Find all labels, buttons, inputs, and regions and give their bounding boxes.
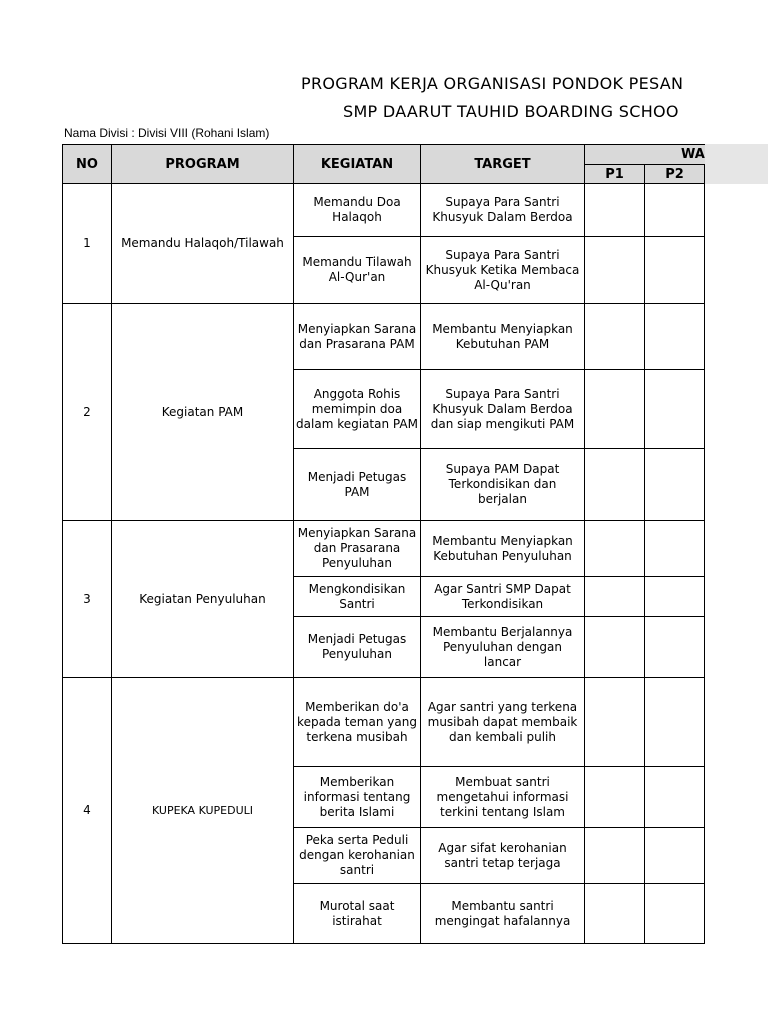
cell-p3	[705, 577, 706, 617]
cell-p3	[705, 678, 706, 767]
cell-p2	[645, 577, 705, 617]
row-target: Membantu Menyiapkan Kebutuhan Penyuluhan	[421, 521, 585, 577]
header-program: PROGRAM	[112, 145, 294, 184]
cell-p3	[705, 767, 706, 828]
row-kegiatan: Menjadi Petugas PAM	[294, 449, 421, 521]
row-kegiatan: Peka serta Peduli dengan kerohanian santri	[294, 828, 421, 884]
cell-p1	[585, 370, 645, 449]
cell-p3	[705, 617, 706, 678]
row-kegiatan: Memandu Tilawah Al-Qur'an	[294, 237, 421, 304]
table-row	[63, 678, 706, 767]
cell-p2	[645, 184, 705, 237]
cell-p1	[585, 767, 645, 828]
row-target: Membuat santri mengetahui informasi terkini tentang Islam	[421, 767, 585, 828]
cell-p3	[705, 521, 706, 577]
row-target: Membantu Menyiapkan Kebutuhan PAM	[421, 304, 585, 370]
row-target: Supaya PAM Dapat Terkondisikan dan berjalan	[421, 449, 585, 521]
table-row	[63, 304, 706, 370]
row-no: 2	[63, 304, 112, 521]
row-kegiatan: Murotal saat istirahat	[294, 884, 421, 944]
cell-p1	[585, 617, 645, 678]
cell-p2	[645, 828, 705, 884]
header-p3	[705, 165, 706, 184]
header-p2: P2	[645, 165, 705, 184]
header-overflow-cell	[705, 144, 768, 184]
row-target: Agar santri yang terkena musibah dapat membaik dan kembali pulih	[421, 678, 585, 767]
cell-p2	[645, 884, 705, 944]
row-program: Memandu Halaqoh/Tilawah	[112, 184, 294, 304]
row-target: Supaya Para Santri Khusyuk Dalam Berdoa	[421, 184, 585, 237]
table-row	[63, 184, 706, 237]
cell-p2	[645, 767, 705, 828]
header-p1: P1	[585, 165, 645, 184]
cell-p2	[645, 449, 705, 521]
row-kegiatan: Menyiapkan Sarana dan Prasarana Penyuluhan	[294, 521, 421, 577]
header-kegiatan: KEGIATAN	[294, 145, 421, 184]
cell-p1	[585, 184, 645, 237]
row-target: Agar Santri SMP Dapat Terkondisikan	[421, 577, 585, 617]
row-target: Membantu santri mengingat hafalannya	[421, 884, 585, 944]
header-waktu: WA	[585, 145, 706, 165]
cell-p3	[705, 370, 706, 449]
row-kegiatan: Mengkondisikan Santri	[294, 577, 421, 617]
cell-p1	[585, 577, 645, 617]
row-kegiatan: Memberikan do'a kepada teman yang terkena musibah	[294, 678, 421, 767]
row-kegiatan: Anggota Rohis memimpin doa dalam kegiatan PAM	[294, 370, 421, 449]
cell-p3	[705, 449, 706, 521]
cell-p1	[585, 828, 645, 884]
cell-p3	[705, 884, 706, 944]
row-no: 4	[63, 678, 112, 944]
document-title: PROGRAM KERJA ORGANISASI PONDOK PESAN	[301, 74, 684, 93]
row-target: Agar sifat kerohanian santri tetap terjaga	[421, 828, 585, 884]
row-program: Kegiatan PAM	[112, 304, 294, 521]
program-table-frame	[62, 144, 705, 945]
cell-p3	[705, 237, 706, 304]
row-kegiatan: Memberikan informasi tentang berita Islami	[294, 767, 421, 828]
row-target: Supaya Para Santri Khusyuk Dalam Berdoa dan siap mengikuti PAM	[421, 370, 585, 449]
cell-p3	[705, 828, 706, 884]
cell-p2	[645, 237, 705, 304]
row-kegiatan: Menjadi Petugas Penyuluhan	[294, 617, 421, 678]
school-name: SMP DAARUT TAUHID BOARDING SCHOO	[343, 102, 679, 121]
row-program: KUPEKA KUPEDULI	[112, 678, 294, 944]
cell-p2	[645, 370, 705, 449]
cell-p1	[585, 304, 645, 370]
row-target: Supaya Para Santri Khusyuk Ketika Membaca Al-Qu'ran	[421, 237, 585, 304]
division-label: Nama Divisi : Divisi VIII (Rohani Islam)	[64, 126, 270, 140]
row-no: 1	[63, 184, 112, 304]
cell-p1	[585, 237, 645, 304]
cell-p2	[645, 678, 705, 767]
header-target: TARGET	[421, 145, 585, 184]
table-row	[63, 521, 706, 577]
row-target: Membantu Berjalannya Penyuluhan dengan lancar	[421, 617, 585, 678]
row-kegiatan: Menyiapkan Sarana dan Prasarana PAM	[294, 304, 421, 370]
cell-p1	[585, 884, 645, 944]
cell-p2	[645, 521, 705, 577]
row-kegiatan: Memandu Doa Halaqoh	[294, 184, 421, 237]
cell-p2	[645, 617, 705, 678]
header-no: NO	[63, 145, 112, 184]
cell-p1	[585, 449, 645, 521]
cell-p3	[705, 184, 706, 237]
program-table	[62, 144, 705, 944]
row-no: 3	[63, 521, 112, 678]
cell-p1	[585, 521, 645, 577]
cell-p1	[585, 678, 645, 767]
cell-p3	[705, 304, 706, 370]
row-program: Kegiatan Penyuluhan	[112, 521, 294, 678]
cell-p2	[645, 304, 705, 370]
